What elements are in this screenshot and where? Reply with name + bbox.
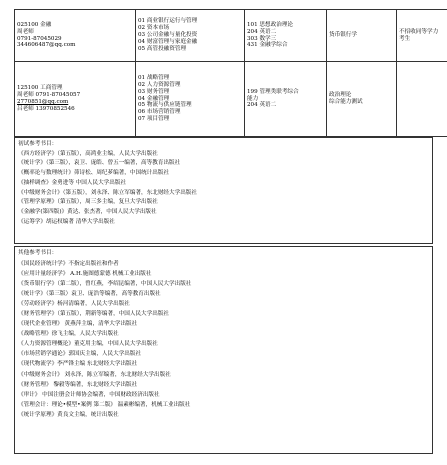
- other-books-heading: 其他参考书目：: [18, 250, 58, 256]
- direction-item: 04 财富管理与家庭金融: [138, 38, 198, 45]
- exam-subject: 431 金融学综合: [247, 42, 288, 49]
- retest-subjects-cell: [327, 62, 397, 137]
- book-item: 《应用计量经济学》 A.H.施图德蒙德 机械工业出版社: [18, 270, 152, 277]
- direction-item: 03 财务管理: [138, 88, 170, 95]
- initial-reference-books: [14, 137, 433, 244]
- book-item: 《概率论与数理统计》茆诗松、周纪芗编著，中国统计出版社: [18, 170, 170, 177]
- book-item: 《财务管理》 黎毅等编著，东北财经大学出版社: [18, 381, 138, 388]
- contact-email[interactable]: 344606487@qq.com: [17, 42, 76, 49]
- book-item: 《统计学》（第三版），袁卫、庞皓、曾五一编著，高等教育出版社: [18, 160, 181, 167]
- other-reference-books: [14, 246, 433, 454]
- direction-item: 01 战略管理: [138, 74, 170, 81]
- direction-item: 04 金融管理: [138, 95, 170, 102]
- retest-subject: 政治理论: [329, 92, 352, 99]
- note-cell: [397, 10, 447, 62]
- book-item: 《市场营销学通论》郭国庆主编，人民大学出版社: [18, 351, 142, 358]
- book-item: 《人力资源管理概论》董克用主编，中国人民大学出版社: [18, 341, 158, 348]
- major-code-name: 125100 工商管理: [17, 85, 63, 92]
- book-item: 《金融学(第四版)》黄达、张杰著，中国人民大学出版社: [18, 209, 157, 216]
- exam-subject: 能力: [247, 95, 259, 102]
- note-text: 考生: [399, 35, 411, 42]
- contact-cell: [15, 62, 136, 137]
- contact-email[interactable]: 2770851@qq.com: [17, 99, 69, 105]
- exam-subjects-cell: [245, 10, 327, 62]
- book-item: 《国民经济统计学》不指定出版社和作者: [18, 260, 119, 267]
- program-table: [14, 9, 447, 137]
- contact-person-phone: 周老师 0791-87045057: [17, 92, 81, 99]
- book-item: 《统计学原理》黄良文主编，统计出版社: [18, 411, 119, 418]
- book-item: 《货币银行学》（第二版），曾红燕，李绍昆编著，中国人民大学出版社: [18, 280, 192, 287]
- note-text: 不招收同等学力: [399, 28, 439, 35]
- other-books-list: [18, 259, 429, 421]
- note-cell: [397, 62, 447, 137]
- research-directions-cell: [136, 10, 245, 62]
- direction-item: 05 物流与供应链管理: [138, 102, 192, 109]
- book-item: 《中级财务会计》 刘永泽，陈立军编著，东北财经大学出版社: [18, 371, 171, 378]
- direction-item: 05 高管投融资管理: [138, 45, 187, 52]
- program-row-business-admin: [15, 62, 447, 137]
- direction-item: 01 商业银行运行与管理: [138, 18, 198, 25]
- initial-books-list: [18, 150, 429, 228]
- research-directions-cell: [136, 62, 245, 137]
- direction-item: 07 项目管理: [138, 116, 170, 123]
- exam-subject: 204 英语二: [247, 102, 277, 109]
- initial-books-heading: 初试参考书目：: [18, 141, 58, 147]
- book-item: 《中级财务会计》（第五版），刘永泽、陈立军编著，东北财经大学出版社: [18, 189, 197, 196]
- major-code-name: 025100 金融: [17, 21, 52, 28]
- exam-subject: 101 思想政治理论: [247, 21, 294, 28]
- direction-item: 06 市场营销管理: [138, 109, 181, 116]
- book-item: 《管理学原理》（第五版），周三多主编，复旦大学出版社: [18, 199, 158, 206]
- book-item: 《现代物流学》李严锋主编 东北财经大学出版社: [18, 361, 138, 368]
- direction-item: 02 资本市场: [138, 25, 170, 32]
- retest-subject: 综合能力测试: [329, 99, 363, 105]
- book-item: 《审计》 中国注册会计师协会编著，中国财政经济出版社: [18, 391, 160, 398]
- book-item: 《抽样调查》金勇进等 中国人民大学出版社: [18, 179, 127, 186]
- book-item: 《西方经济学》（第五版），高鸿业主编，人民大学出版社: [18, 150, 158, 157]
- retest-subject: 货币银行学: [329, 32, 357, 38]
- exam-subjects-cell: [245, 62, 327, 137]
- contact-cell: [15, 10, 136, 62]
- book-item: 《管理会计：理论•模型•案例 第二版》 温素彬编著，机械工业出版社: [18, 401, 191, 408]
- book-item: 《统计学》（第三版）袁卫、庞浩等编著，高等教育出版社: [18, 290, 161, 297]
- direction-item: 02 人力资源管理: [138, 81, 181, 88]
- program-row-finance: [15, 10, 447, 62]
- contact-person-phone: 吕老师 13970852546: [17, 105, 75, 112]
- book-item: 《现代企业管理》 黄燕萍主编，清华大学出版社: [18, 321, 138, 328]
- book-item: 《劳动经济学》杨河清编著，人民大学出版社: [18, 300, 130, 307]
- contact-person: 周老师: [17, 28, 34, 35]
- retest-subjects-cell: [327, 10, 397, 62]
- exam-subject: 303 数学三: [247, 35, 277, 42]
- book-item: 《战略管理》徐飞主编，人民大学出版社: [18, 331, 119, 338]
- book-item: 《运筹学》胡运权编著 清华大学出版社: [18, 219, 115, 226]
- book-item: 《财务管理学》（第五版），荆新等编著，中国人民大学出版社: [18, 310, 170, 317]
- exam-subject: 204 英语二: [247, 28, 277, 35]
- exam-subject: 199 管理类联考综合: [247, 88, 299, 95]
- contact-phone: 0791-87045029: [17, 35, 62, 42]
- direction-item: 03 公司金融与量化投资: [138, 32, 198, 38]
